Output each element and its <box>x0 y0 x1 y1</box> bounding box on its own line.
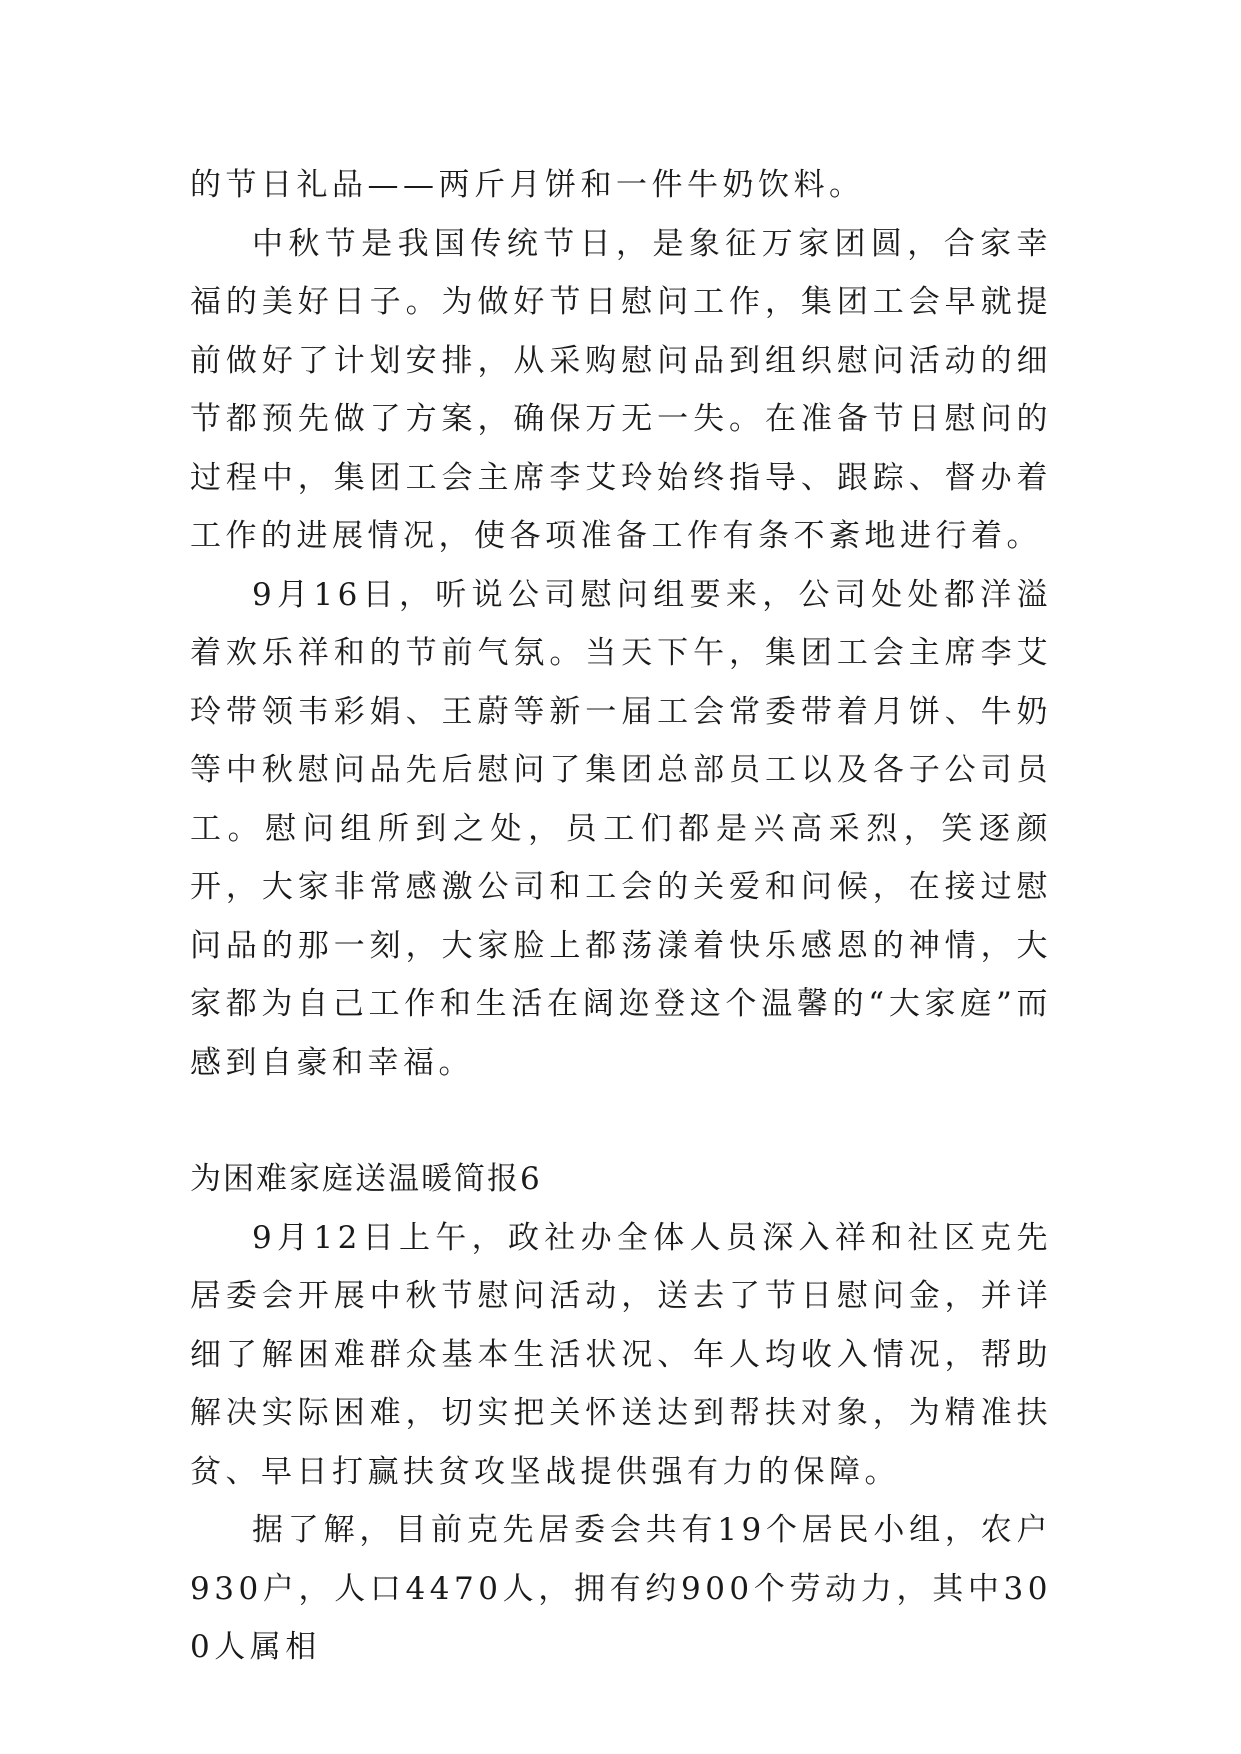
document-page <box>190 156 1052 1677</box>
section-title: 为困难家庭送温暖简报6 <box>190 1161 542 1197</box>
paragraph-community-stats: 据了解，目前克先居委会共有19个居民小组，农户930户，人口4470人，拥有约900个劳动力，其中300人属相 <box>190 1512 1052 1665</box>
section-spacer <box>190 1092 1052 1150</box>
paragraph-mid-autumn-intro: 中秋节是我国传统节日，是象征万家团圆，合家幸福的美好日子。为做好节日慰问工作，集团工会早就提前做好了计划安排，从采购慰问品到组织慰问活动的细节都预先做了方案，确保万无一失。在准备节日慰问的过程中，集团工会主席李艾玲始终指导、跟踪、督办着工作的进展情况，使各项准备工作有条不紊地进行着。 <box>190 225 1052 554</box>
paragraph-sept-12-visit: 9月12日上午，政社办全体人员深入祥和社区克先居委会开展中秋节慰问活动，送去了节日慰问金，并详细了解困难群众基本生活状况、年人均收入情况，帮助解决实际困难，切实把关怀送达到帮扶对象，为精准扶贫、早日打赢扶贫攻坚战提供强有力的保障。 <box>190 1219 1052 1490</box>
paragraph-sept-16-visit: 9月16日，听说公司慰问组要来，公司处处都洋溢着欢乐祥和的节前气氛。当天下午，集团工会主席李艾玲带领韦彩娟、王蔚等新一届工会常委带着月饼、牛奶等中秋慰问品先后慰问了集团总部员工以及各子公司员工。慰问组所到之处，员工们都是兴高采烈，笑逐颜开，大家非常感激公司和工会的关爱和问候，在接过慰问品的那一刻，大家脸上都荡漾着快乐感恩的神情，大家都为自己工作和生活在阔迩登这个温馨的“大家庭”而感到自豪和幸福。 <box>190 576 1052 1081</box>
paragraph-continuation: 的节日礼品——两斤月饼和一件牛奶饮料。 <box>190 167 865 203</box>
